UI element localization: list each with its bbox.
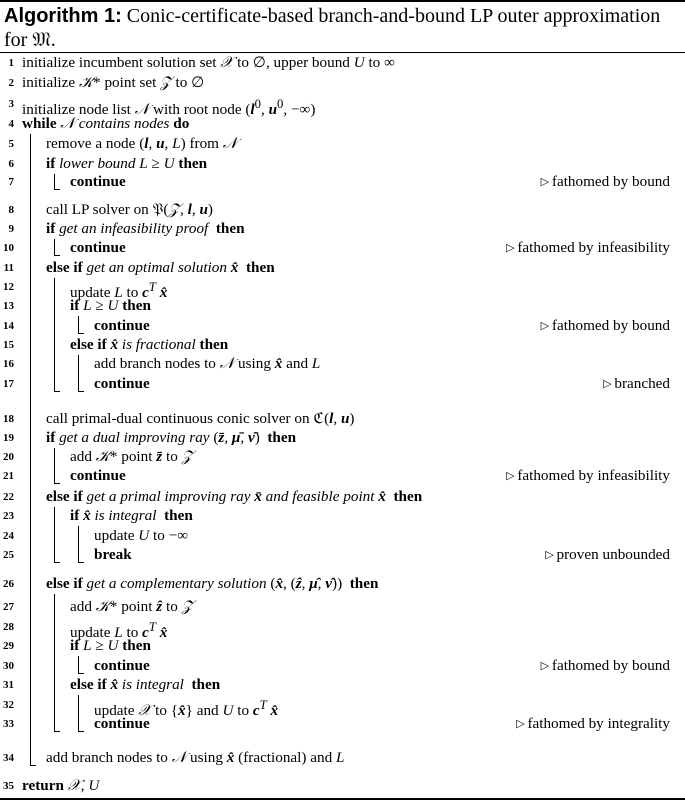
algorithm-line (0, 597, 685, 617)
line-code: add 𝒦* point ẑ to 𝒵 (70, 598, 194, 615)
comment-text: fathomed by integrality (527, 715, 670, 732)
block-bar (78, 316, 79, 334)
comment-text: proven unbounded (556, 546, 670, 563)
line-number: 27 (3, 601, 14, 613)
line-number: 19 (3, 432, 14, 444)
line-comment (541, 656, 670, 677)
line-comment (506, 238, 670, 259)
block-bar (54, 174, 55, 190)
line-code: update L to $c^T$ x̂ (70, 280, 168, 302)
line-number: 6 (8, 158, 14, 170)
line-code: if get a dual improving ray (z̄, μ̄, ν̄) then (46, 429, 297, 446)
block-bar (30, 134, 31, 766)
line-code: update U to −∞ (94, 527, 189, 544)
block-bar (54, 507, 55, 563)
algorithm-title (4, 4, 680, 52)
line-code: update L to $c^T$ x̂ (70, 620, 168, 642)
line-comment (516, 714, 670, 735)
algorithm-line (0, 695, 685, 720)
block-bar (54, 239, 55, 256)
line-number: 24 (3, 530, 14, 542)
line-number: 5 (8, 138, 14, 150)
line-number: 1 (8, 57, 14, 69)
algorithm-line (0, 134, 685, 154)
line-number: 26 (3, 578, 14, 590)
algorithm-line (0, 487, 685, 507)
line-comment (541, 316, 670, 337)
algorithm-line (0, 409, 685, 429)
block-bar-foot (78, 673, 84, 674)
top-rule (0, 0, 685, 2)
line-code: continue (70, 239, 126, 256)
comment-text: fathomed by bound (551, 173, 670, 190)
block-bar-foot (78, 333, 84, 334)
line-code: add branch nodes to 𝒩 using x̂ (fractional) and L (46, 749, 345, 766)
line-comment (541, 172, 670, 193)
block-bar (54, 594, 55, 732)
line-code: call LP solver on 𝔓(𝒵, l, u) (46, 201, 213, 218)
algorithm-line (0, 526, 685, 546)
line-code: continue (94, 657, 150, 674)
algorithm-line (0, 617, 685, 642)
line-code: continue (70, 173, 126, 190)
line-number: 3 (8, 98, 14, 110)
algorithm-label: Algorithm 1: (4, 5, 122, 27)
line-number: 30 (3, 660, 14, 672)
line-number: 25 (3, 549, 14, 561)
line-code: add 𝒦* point z̄ to 𝒵 (70, 448, 194, 465)
line-number: 32 (3, 699, 14, 711)
comment-triangle-icon: ▷ (506, 470, 518, 482)
algorithm-line (0, 428, 685, 448)
algorithm-line (0, 656, 685, 676)
line-code: if L ≥ U then (70, 297, 151, 314)
line-number: 35 (3, 780, 14, 792)
line-number: 13 (3, 300, 14, 312)
algorithm-line (0, 200, 685, 220)
line-number: 34 (3, 752, 14, 764)
algorithm-line (0, 154, 685, 174)
algorithm-line (0, 714, 685, 734)
algorithm-line (0, 447, 685, 467)
block-bar-foot (30, 765, 36, 766)
line-code: continue (94, 317, 150, 334)
comment-triangle-icon: ▷ (545, 549, 557, 561)
line-code: else if get a primal improving ray x̄ and feasible point x̂ then (46, 488, 423, 505)
comment-text: fathomed by infeasibility (517, 239, 670, 256)
line-number: 8 (8, 204, 14, 216)
line-code: else if x̂ is integral then (70, 676, 221, 693)
block-bar-foot (78, 731, 84, 732)
line-comment (545, 545, 670, 566)
line-code: break (94, 546, 132, 563)
line-code: add branch nodes to 𝒩 using x̂ and L (94, 355, 321, 372)
block-bar (78, 656, 79, 674)
block-bar (78, 355, 79, 392)
line-number: 21 (3, 470, 14, 482)
line-code: return 𝒳, U (22, 777, 100, 794)
algorithm-caption: Conic-certificate-based branch-and-bound LP outer approximation for 𝔐. (4, 5, 661, 51)
line-number: 17 (3, 378, 14, 390)
algorithm-line (0, 277, 685, 302)
line-code: else if x̂ is fractional then (70, 336, 229, 353)
algorithm-line (0, 114, 685, 134)
line-code: continue (94, 715, 150, 732)
line-number: 16 (3, 358, 14, 370)
line-number: 7 (8, 176, 14, 188)
block-bar-foot (54, 255, 60, 256)
comment-text: fathomed by bound (551, 657, 670, 674)
line-code: continue (70, 467, 126, 484)
block-bar-foot (54, 562, 60, 563)
comment-triangle-icon: ▷ (506, 242, 518, 254)
line-number: 33 (3, 718, 14, 730)
algorithm-line (0, 316, 685, 336)
algorithm-line (0, 219, 685, 239)
algorithm-line (0, 94, 685, 119)
line-number: 18 (3, 413, 14, 425)
line-comment (603, 374, 670, 395)
algorithm-line (0, 53, 685, 73)
comment-triangle-icon: ▷ (603, 378, 615, 390)
algorithm-line (0, 506, 685, 526)
algorithm-line (0, 73, 685, 93)
block-bar (54, 278, 55, 392)
line-code: initialize 𝒦* point set 𝒵 to ∅ (22, 74, 205, 91)
algorithm-line (0, 776, 685, 796)
line-code: if x̂ is integral then (70, 507, 193, 524)
line-number: 29 (3, 640, 14, 652)
line-code: if lower bound L ≥ U then (46, 155, 208, 172)
line-code: while 𝒩 contains nodes do (22, 115, 190, 132)
line-code: call primal-dual continuous conic solver on ℭ(l, u) (46, 410, 355, 427)
algorithm-line (0, 172, 685, 192)
algorithm-line (0, 466, 685, 486)
line-number: 15 (3, 339, 14, 351)
line-number: 14 (3, 320, 14, 332)
comment-triangle-icon: ▷ (540, 660, 552, 672)
line-number: 23 (3, 510, 14, 522)
algorithm-line (0, 374, 685, 394)
bottom-rule (0, 798, 685, 800)
line-code: else if get an optimal solution x̂ then (46, 259, 275, 276)
algorithm-line (0, 238, 685, 258)
algorithm-line (0, 354, 685, 374)
algorithm-line (0, 545, 685, 565)
line-number: 2 (8, 77, 14, 89)
line-comment (506, 466, 670, 487)
algorithm-line (0, 675, 685, 695)
comment-triangle-icon: ▷ (540, 176, 552, 188)
line-code: remove a node (l, u, L) from 𝒩 (46, 135, 238, 152)
block-bar-foot (54, 731, 60, 732)
line-code: initialize incumbent solution set 𝒳 to ∅, upper bound U to ∞ (22, 54, 395, 71)
algorithm-line (0, 335, 685, 355)
line-number: 20 (3, 451, 14, 463)
block-bar-foot (54, 189, 60, 190)
block-bar-foot (78, 391, 84, 392)
line-number: 11 (3, 262, 14, 274)
line-number: 28 (3, 621, 14, 633)
comment-text: fathomed by bound (551, 317, 670, 334)
block-bar (54, 448, 55, 484)
block-bar-foot (54, 483, 60, 484)
line-number: 12 (3, 281, 14, 293)
block-bar (78, 526, 79, 563)
algorithm-line (0, 296, 685, 316)
line-code: if L ≥ U then (70, 637, 151, 654)
line-number: 22 (3, 491, 14, 503)
line-code: else if get a complementary solution (x̂, (ẑ, μ̂, ν̂)) then (46, 575, 379, 592)
line-code: continue (94, 375, 150, 392)
line-code: if get an infeasibility proof then (46, 220, 245, 237)
algorithm-line (0, 636, 685, 656)
algorithm-line (0, 748, 685, 768)
line-code: update 𝒳 to {x̂} and U to $c^T$ x̂ (94, 698, 279, 720)
block-bar-foot (54, 391, 60, 392)
line-number: 9 (8, 223, 14, 235)
comment-triangle-icon: ▷ (516, 718, 528, 730)
line-number: 10 (3, 242, 14, 254)
line-code: initialize node list 𝒩 with root node ($l^0$, $u^0$, −∞) (22, 97, 316, 119)
comment-text: branched (614, 375, 670, 392)
block-bar-foot (78, 562, 84, 563)
block-bar (78, 695, 79, 732)
line-number: 31 (3, 679, 14, 691)
comment-triangle-icon: ▷ (540, 320, 552, 332)
line-number: 4 (8, 118, 14, 130)
algorithm-line (0, 574, 685, 594)
comment-text: fathomed by infeasibility (517, 467, 670, 484)
algorithm-line (0, 258, 685, 278)
